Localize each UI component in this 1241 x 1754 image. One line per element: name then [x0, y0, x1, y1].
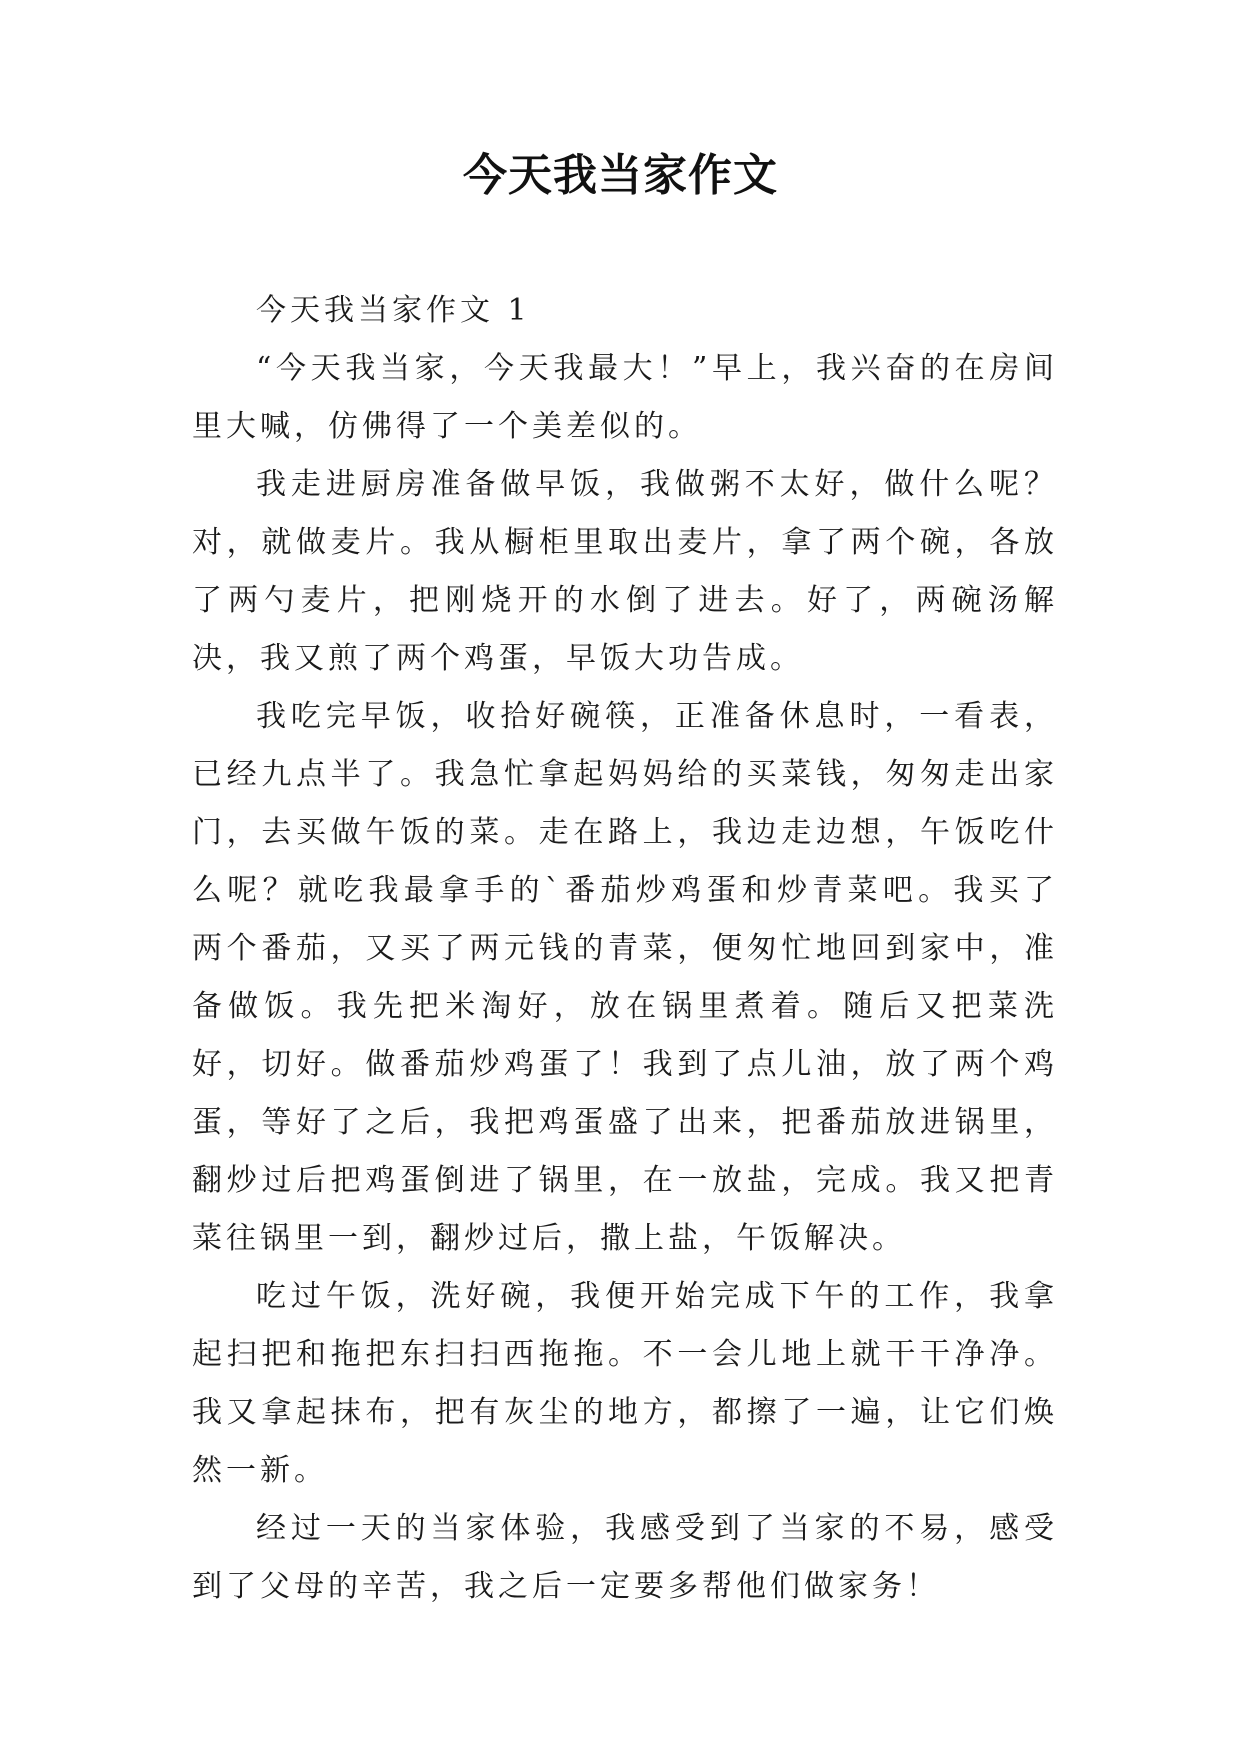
paragraph: 我吃完早饭，收拾好碗筷，正准备休息时，一看表，已经九点半了。我急忙拿起妈妈给的买菜钱，匆匆走出家门，去买做午饭的菜。走在路上，我边走边想，午饭吃什么呢？就吃我最拿手的`番茄炒鸡蛋和炒青菜吧。我买了两个番茄，又买了两元钱的青菜，便匆忙地回到家中，准备做饭。我先把米淘好，放在锅里煮着。随后又把菜洗好，切好。做番茄炒鸡蛋了！我到了点儿油，放了两个鸡蛋，等好了之后，我把鸡蛋盛了出来，把番茄放进锅里，翻炒过后把鸡蛋倒进了锅里，在一放盐，完成。我又把青菜往锅里一到，翻炒过后，撒上盐，午饭解决。: [192, 699, 1058, 1256]
paragraph: 吃过午饭，洗好碗，我便开始完成下午的工作，我拿起扫把和拖把东扫扫西拖拖。不一会儿地上就干干净净。我又拿起抹布，把有灰尘的地方，都擦了一遍，让它们焕然一新。: [192, 1279, 1058, 1488]
section-heading: 今天我当家作文 1: [256, 293, 531, 328]
document-body: [192, 282, 1058, 1616]
document-title: 今天我当家作文: [463, 150, 778, 201]
paragraph: 经过一天的当家体验，我感受到了当家的不易，感受到了父母的辛苦，我之后一定要多帮他们做家务！: [192, 1511, 1058, 1604]
paragraph: 我走进厨房准备做早饭，我做粥不太好，做什么呢？对，就做麦片。我从橱柜里取出麦片，拿了两个碗，各放了两勺麦片，把刚烧开的水倒了进去。好了，两碗汤解决，我又煎了两个鸡蛋，早饭大功告成。: [192, 467, 1058, 676]
paragraph: “今天我当家，今天我最大！”早上，我兴奋的在房间里大喊，仿佛得了一个美差似的。: [192, 351, 1058, 444]
